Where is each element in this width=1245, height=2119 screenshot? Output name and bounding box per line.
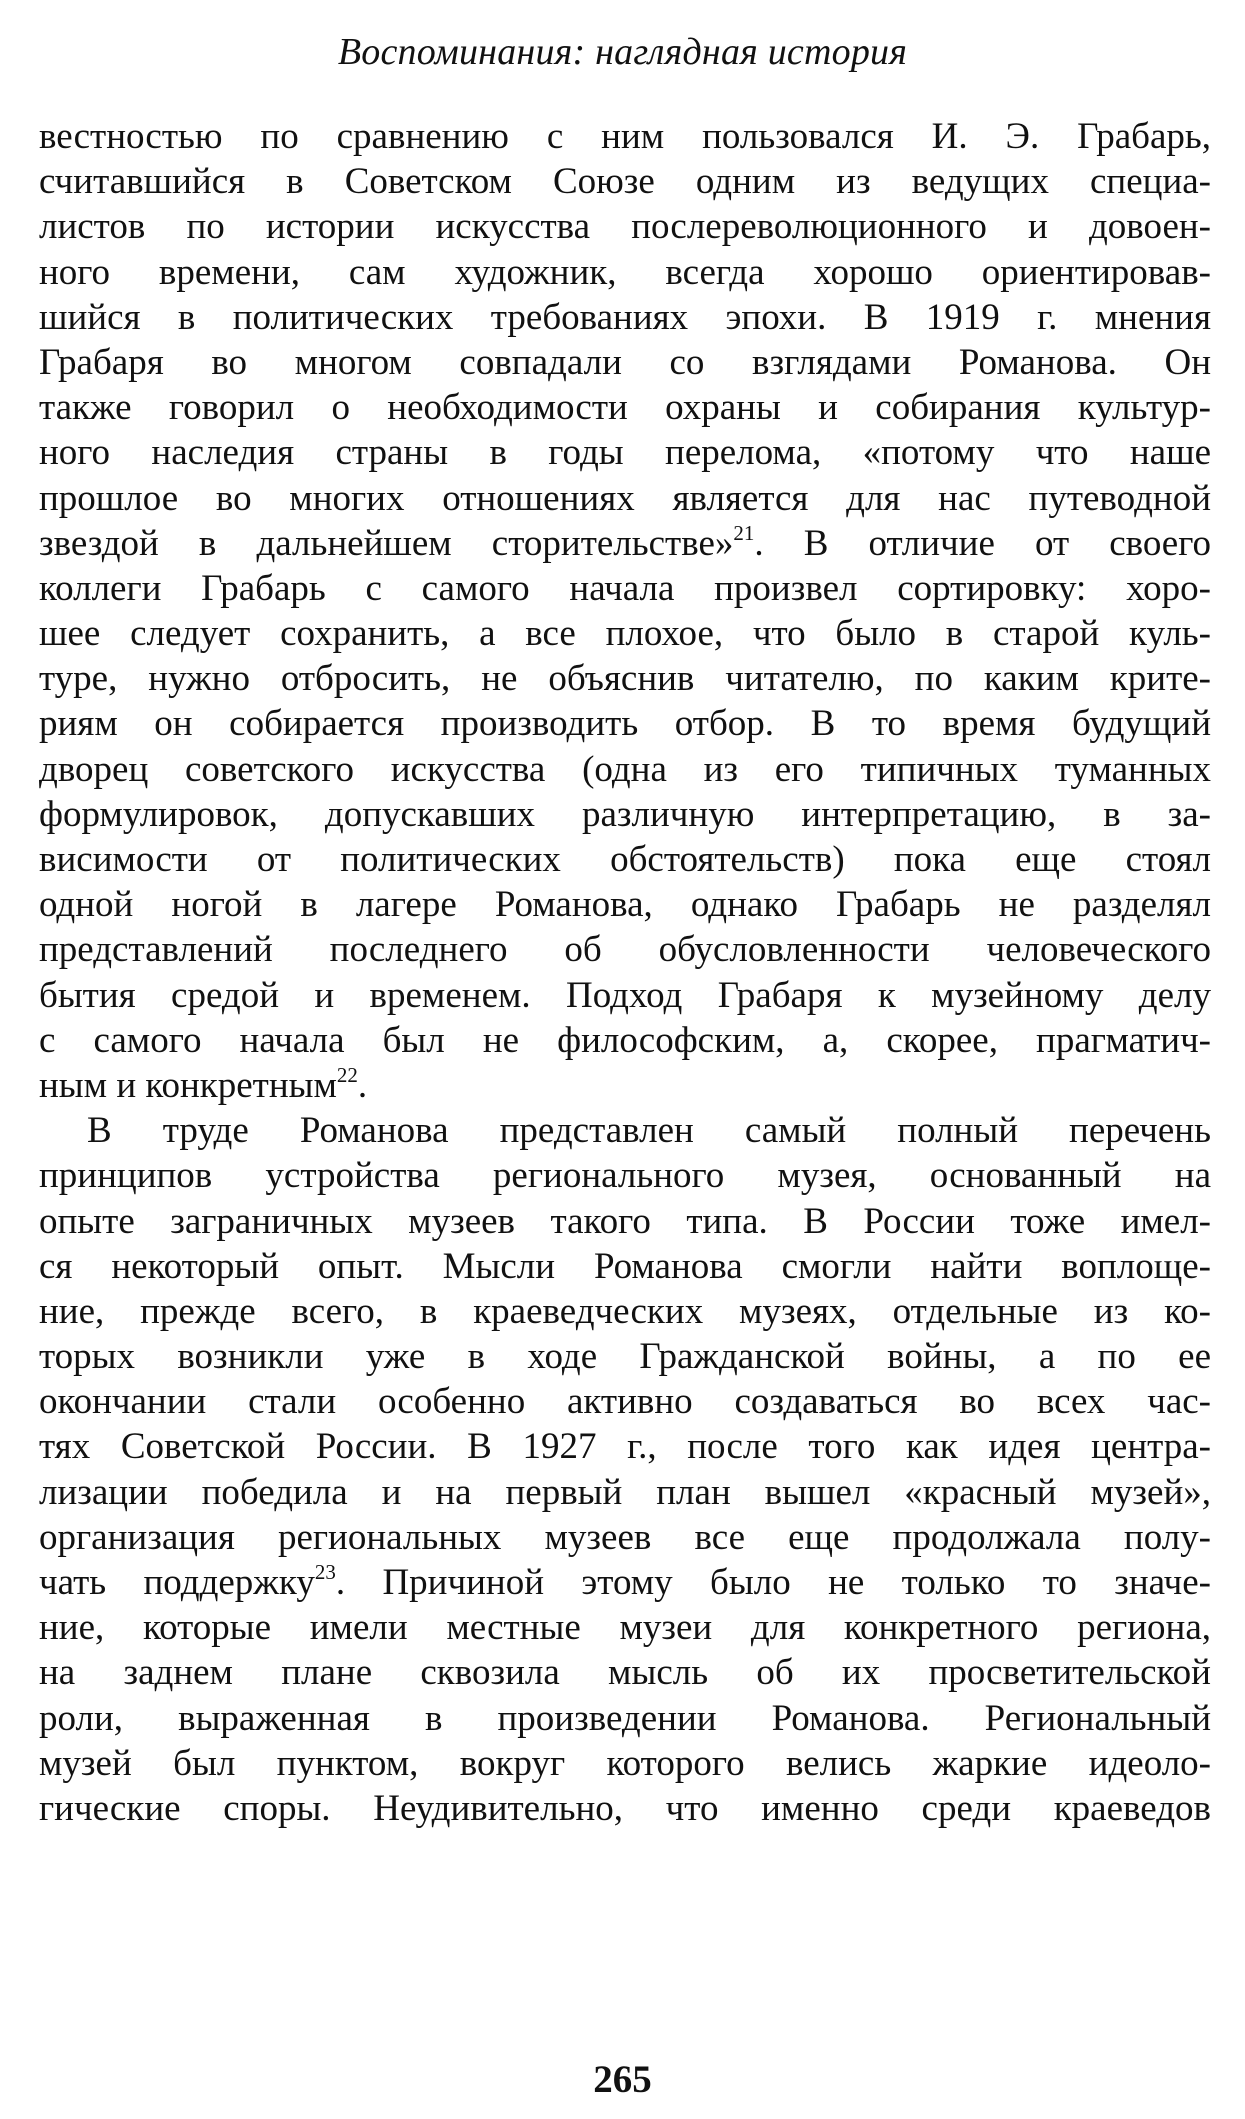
text-line: гические споры. Неудивительно, что именно среди краеведов (39, 1787, 1211, 1829)
text-line: лизации победила и на первый план вышел «красный музей», (39, 1471, 1211, 1513)
text-line: В труде Романова представлен самый полный перечень (87, 1110, 1211, 1152)
text-line: с самого начала был не философским, а, скорее, прагматич- (39, 1019, 1211, 1061)
text-line: листов по истории искусства послереволюционного и довоен- (39, 206, 1211, 248)
text-line: коллеги Грабарь с самого начала произвел сортировку: хоро- (39, 567, 1211, 609)
text-line: также говорил о необходимости охраны и собирания культур- (39, 387, 1211, 429)
text-line: шее следует сохранить, а все плохое, что было в старой куль- (39, 613, 1211, 655)
text-line: риям он собирается производить отбор. В то время будущий (39, 703, 1211, 745)
text-line: бытия средой и временем. Подход Грабаря к музейному делу (39, 974, 1211, 1016)
text-line: висимости от политических обстоятельств) пока еще стоял (39, 839, 1211, 880)
text-line: вестностью по сравнению с ним пользовался И. Э. Грабарь, (39, 116, 1211, 157)
text-line: прошлое во многих отношениях является для нас путеводной (39, 477, 1211, 519)
text-line: на заднем плане сквозила мысль об их просветительской (39, 1652, 1211, 1694)
text-line: звездой в дальнейшем сторительстве»$^{21}$. В отличие от своего (39, 520, 1211, 564)
text-line: принципов устройства регионального музея, основанный на (39, 1155, 1211, 1197)
text-line: ного наследия страны в годы перелома, «потому что наше (39, 432, 1211, 474)
text-line: организация региональных музеев все еще продолжала полу- (39, 1516, 1211, 1558)
running-head: Воспоминания: наглядная история (337, 31, 908, 73)
footnote-ref-22: 22 (336, 1062, 358, 1087)
text-line: музей был пунктом, вокруг которого велись жаркие идеоло- (39, 1742, 1211, 1784)
text-line: шийся в политических требованиях эпохи. В 1919 г. мнения (39, 296, 1211, 338)
text-line: чать поддержку$^{23}$. Причиной этому было не только то значе- (39, 1560, 1211, 1603)
text-line: ние, прежде всего, в краеведческих музеях, отдельные из ко- (39, 1290, 1211, 1332)
page-number: 265 (593, 2058, 652, 2101)
text-line: Грабаря во многом совпадали со взглядами Романова. Он (39, 341, 1211, 383)
footnote-ref-23: 23 (314, 1560, 336, 1584)
text-line: ся некоторый опыт. Мысли Романова смогли найти воплоще- (39, 1245, 1211, 1287)
text-line: туре, нужно отбросить, не объяснив читателю, по каким крите- (39, 658, 1211, 700)
text-line: дворец советского искусства (одна из его типичных туманных (39, 748, 1211, 790)
body-text (39, 114, 1211, 1831)
text-line: считавшийся в Советском Союзе одним из ведущих специа- (39, 161, 1211, 203)
text-line: представлений последнего об обусловленности человеческого (39, 929, 1211, 971)
text-line: ным и конкретным$^{22}$. (39, 1062, 368, 1106)
text-line: формулировок, допускавших различную интерпретацию, в за- (39, 793, 1211, 835)
text-line: тях Советской России. В 1927 г., после того как идея центра- (39, 1426, 1211, 1468)
text-line: ного времени, сам художник, всегда хорошо ориентировав- (39, 251, 1211, 293)
text-line: торых возникли уже в ходе Гражданской войны, а по ее (39, 1336, 1211, 1378)
text-line: опыте заграничных музеев такого типа. В России тоже имел- (39, 1200, 1211, 1242)
paragraph-1 (39, 114, 1211, 1108)
text-line: ние, которые имели местные музеи для конкретного региона, (39, 1607, 1211, 1649)
text-line: одной ногой в лагере Романова, однако Грабарь не разделял (39, 884, 1211, 926)
footnote-ref-21: 21 (733, 520, 755, 545)
text-line: роли, выраженная в произведении Романова. Региональный (39, 1697, 1211, 1739)
paragraph-2 (39, 1108, 1211, 1831)
text-line: окончании стали особенно активно создаваться во всех час- (39, 1381, 1211, 1423)
